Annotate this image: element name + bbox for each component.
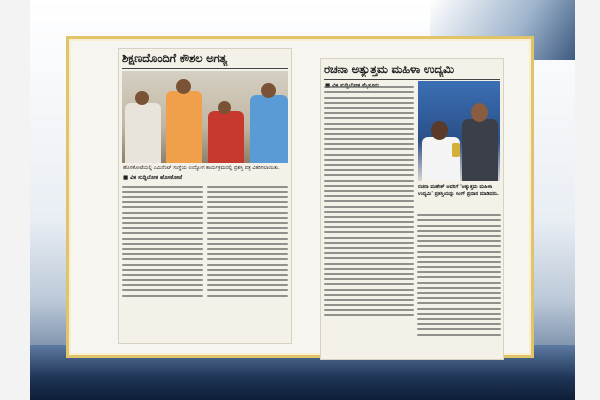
person-3-head [218, 101, 231, 114]
person-2-head [176, 79, 191, 94]
woman-head [431, 121, 448, 140]
left-newspaper-clipping [118, 48, 292, 344]
person-1-head [135, 91, 149, 105]
right-photo-caption: ರಚನಾ ಮಹೇಶ್ ಅವರಿಗೆ 'ಅತ್ಯುತ್ತಮ ಮಹಿಳಾ ಉದ್ಯಮಿ' ಪ್ರಶಸ್ತಿಯನ್ನು ಸಿಂಗ್ ಪ್ರದಾನ ಮಾಡಿದರು. [418, 184, 499, 197]
trophy-icon [452, 143, 460, 157]
left-body-column-1 [122, 183, 203, 300]
person-2 [166, 91, 202, 163]
left-photo-caption: ಹೊಸಕೋಟೆಯಲ್ಲಿ ಎಮಿನೆಂಟ್ ಸಂಸ್ಥೆಯ ಉದ್ಯೋಗ ಕಾರ್ಯಕ್ರಮದಲ್ಲಿ ಪ್ರಶಸ್ತಿ ಪತ್ರ ವಿತರಿಸಲಾಯಿತು. [123, 165, 280, 171]
right-headline: ರಚನಾ ಅತ್ಯುತ್ತಮ ಮಹಿಳಾ ಉದ್ಯಮಿ [324, 62, 454, 76]
left-headline: ಶಿಕ್ಷಣದೊಂದಿಗೆ ಕೌಶಲ ಅಗತ್ಯ [122, 51, 228, 65]
person-3 [208, 111, 244, 163]
right-newspaper-clipping [320, 58, 504, 360]
person-4-head [261, 83, 276, 98]
person-4 [250, 95, 288, 163]
left-body-column-2 [207, 183, 288, 300]
left-article-body [119, 183, 291, 300]
man-head [471, 103, 488, 122]
right-article-body-column-2 [417, 211, 501, 339]
headline-rule [122, 68, 288, 69]
left-byline: ■ ವಿಕ ಸುದ್ದಿಲೋಕ ಹೊಸಕೋಟೆ [123, 174, 183, 181]
headline-rule [324, 79, 500, 80]
right-article-body-column-1 [324, 83, 414, 320]
left-article-photo [122, 71, 288, 163]
man-figure [462, 119, 498, 181]
person-1 [125, 103, 161, 163]
right-article-photo [418, 81, 500, 181]
